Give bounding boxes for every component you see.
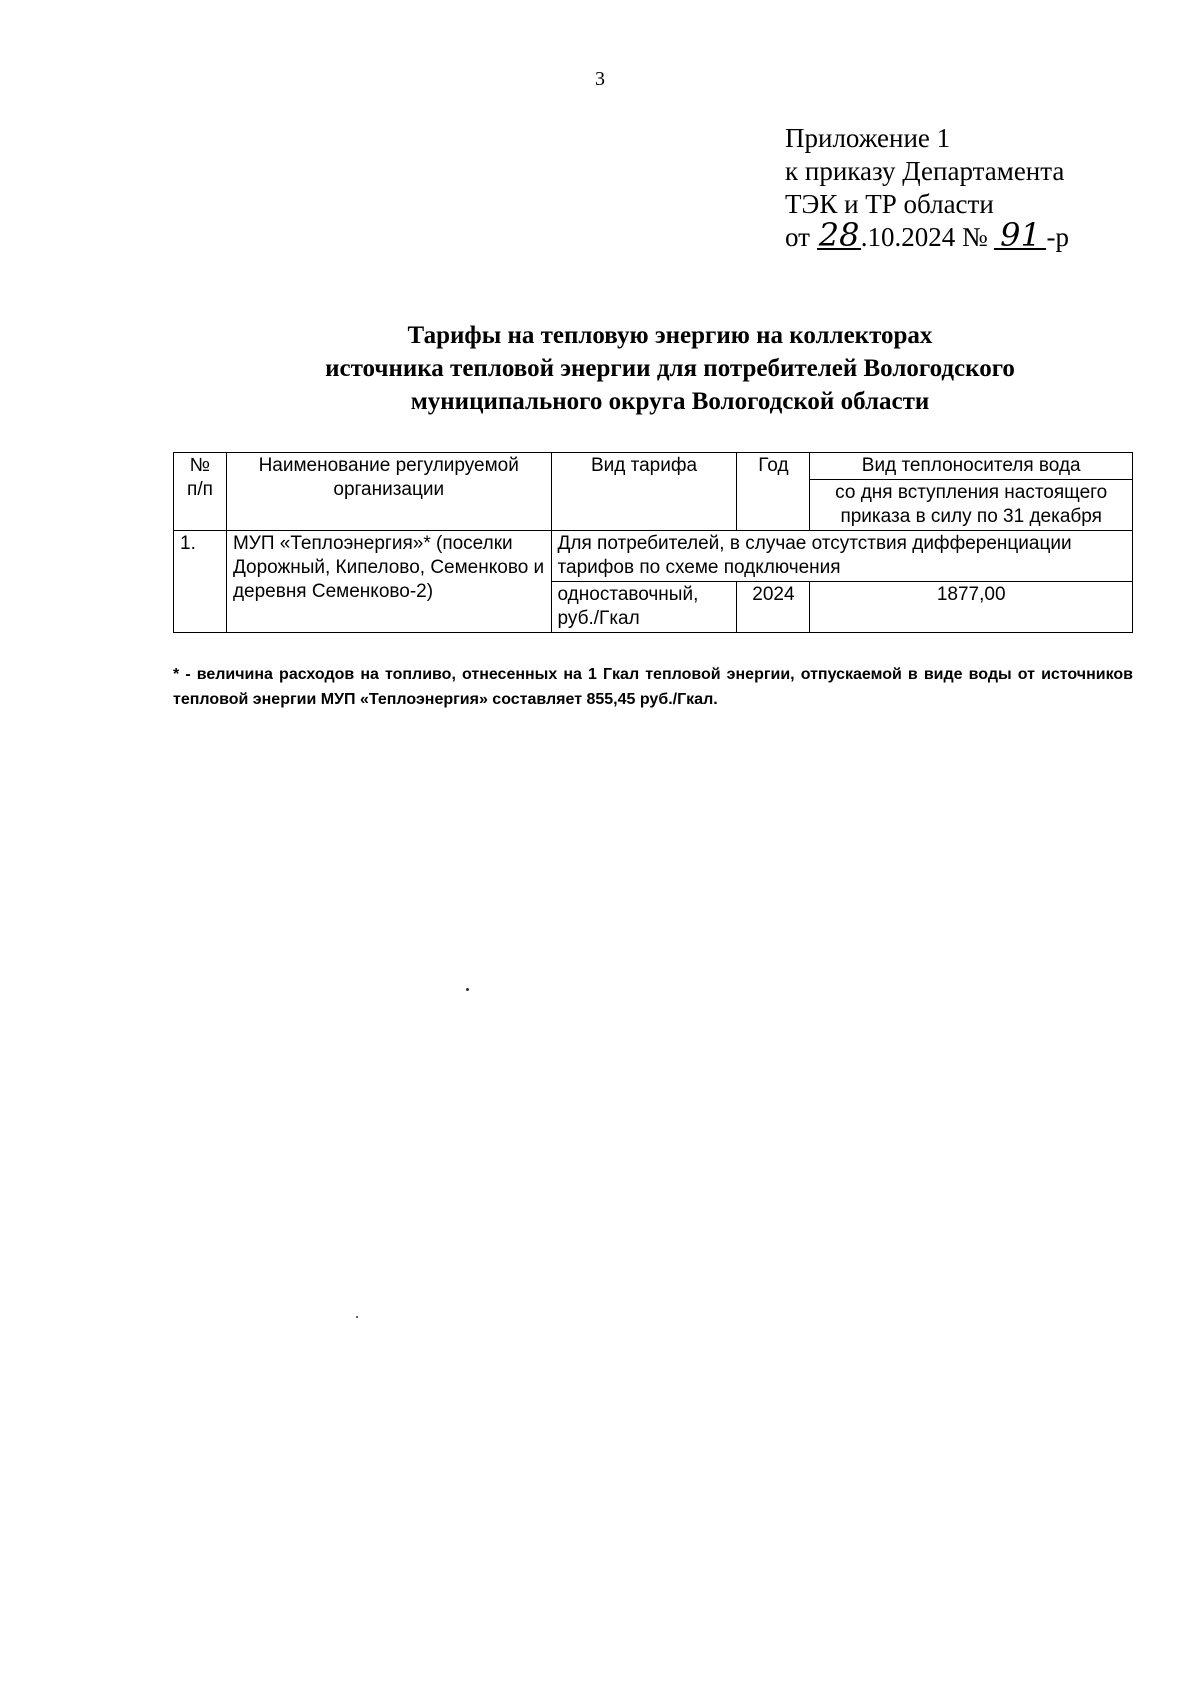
title-line-3: муниципального округа Вологодской области	[410, 388, 930, 415]
appendix-date-line	[785, 216, 1069, 254]
scan-speck	[356, 1316, 358, 1318]
cell-value: 1877,00	[810, 582, 1133, 633]
title-line-1: Тарифы на тепловую энергию на коллекторах	[407, 322, 933, 349]
header-org: Наименование регулируемой организации	[226, 453, 551, 531]
appendix-line-3: ТЭК и ТР области	[785, 189, 994, 219]
page-number: 3	[595, 68, 605, 90]
title-line-2: источника тепловой энергии для потребителей Вологодского	[325, 355, 1015, 382]
date-prefix: от	[785, 222, 817, 252]
header-carrier: Вид теплоносителя вода	[810, 453, 1133, 480]
header-num: № п/п	[174, 453, 227, 531]
header-period: со дня вступления настоящего приказа в силу по 31 декабря	[810, 480, 1133, 531]
table-header-row	[174, 453, 1133, 480]
order-suffix: -р	[1046, 222, 1069, 252]
cell-tariff-type: одноставочный, руб./Гкал	[551, 582, 737, 633]
handwritten-order-number: 91	[994, 222, 1046, 250]
cell-group-note: Для потребителей, в случае отсутствия дифференциации тарифов по схеме подключения	[551, 531, 1132, 582]
appendix-line-2: к приказу Департамента	[785, 156, 1065, 186]
footnote: * - величина расходов на топливо, отнесенных на 1 Гкал тепловой энергии, отпускаемой в виде воды от источников тепловой энергии МУП «Теплоэнергия» составляет 855,45 руб./Гкал.	[173, 666, 1133, 708]
date-rest: .10.2024 №	[860, 222, 995, 252]
appendix-block	[785, 122, 1069, 254]
handwritten-day: 28	[818, 216, 860, 254]
table-row	[174, 531, 1133, 582]
scan-speck	[466, 988, 469, 991]
header-year: Год	[737, 453, 810, 531]
tariff-table	[173, 452, 1133, 633]
appendix-line-1: Приложение 1	[785, 123, 951, 153]
cell-year: 2024	[737, 582, 810, 633]
header-tariff-type: Вид тарифа	[551, 453, 737, 531]
document-title	[170, 319, 1170, 418]
cell-num: 1.	[174, 531, 227, 633]
cell-org: МУП «Теплоэнергия»* (поселки Дорожный, Кипелово, Семенково и деревня Семенково-2)	[226, 531, 551, 633]
